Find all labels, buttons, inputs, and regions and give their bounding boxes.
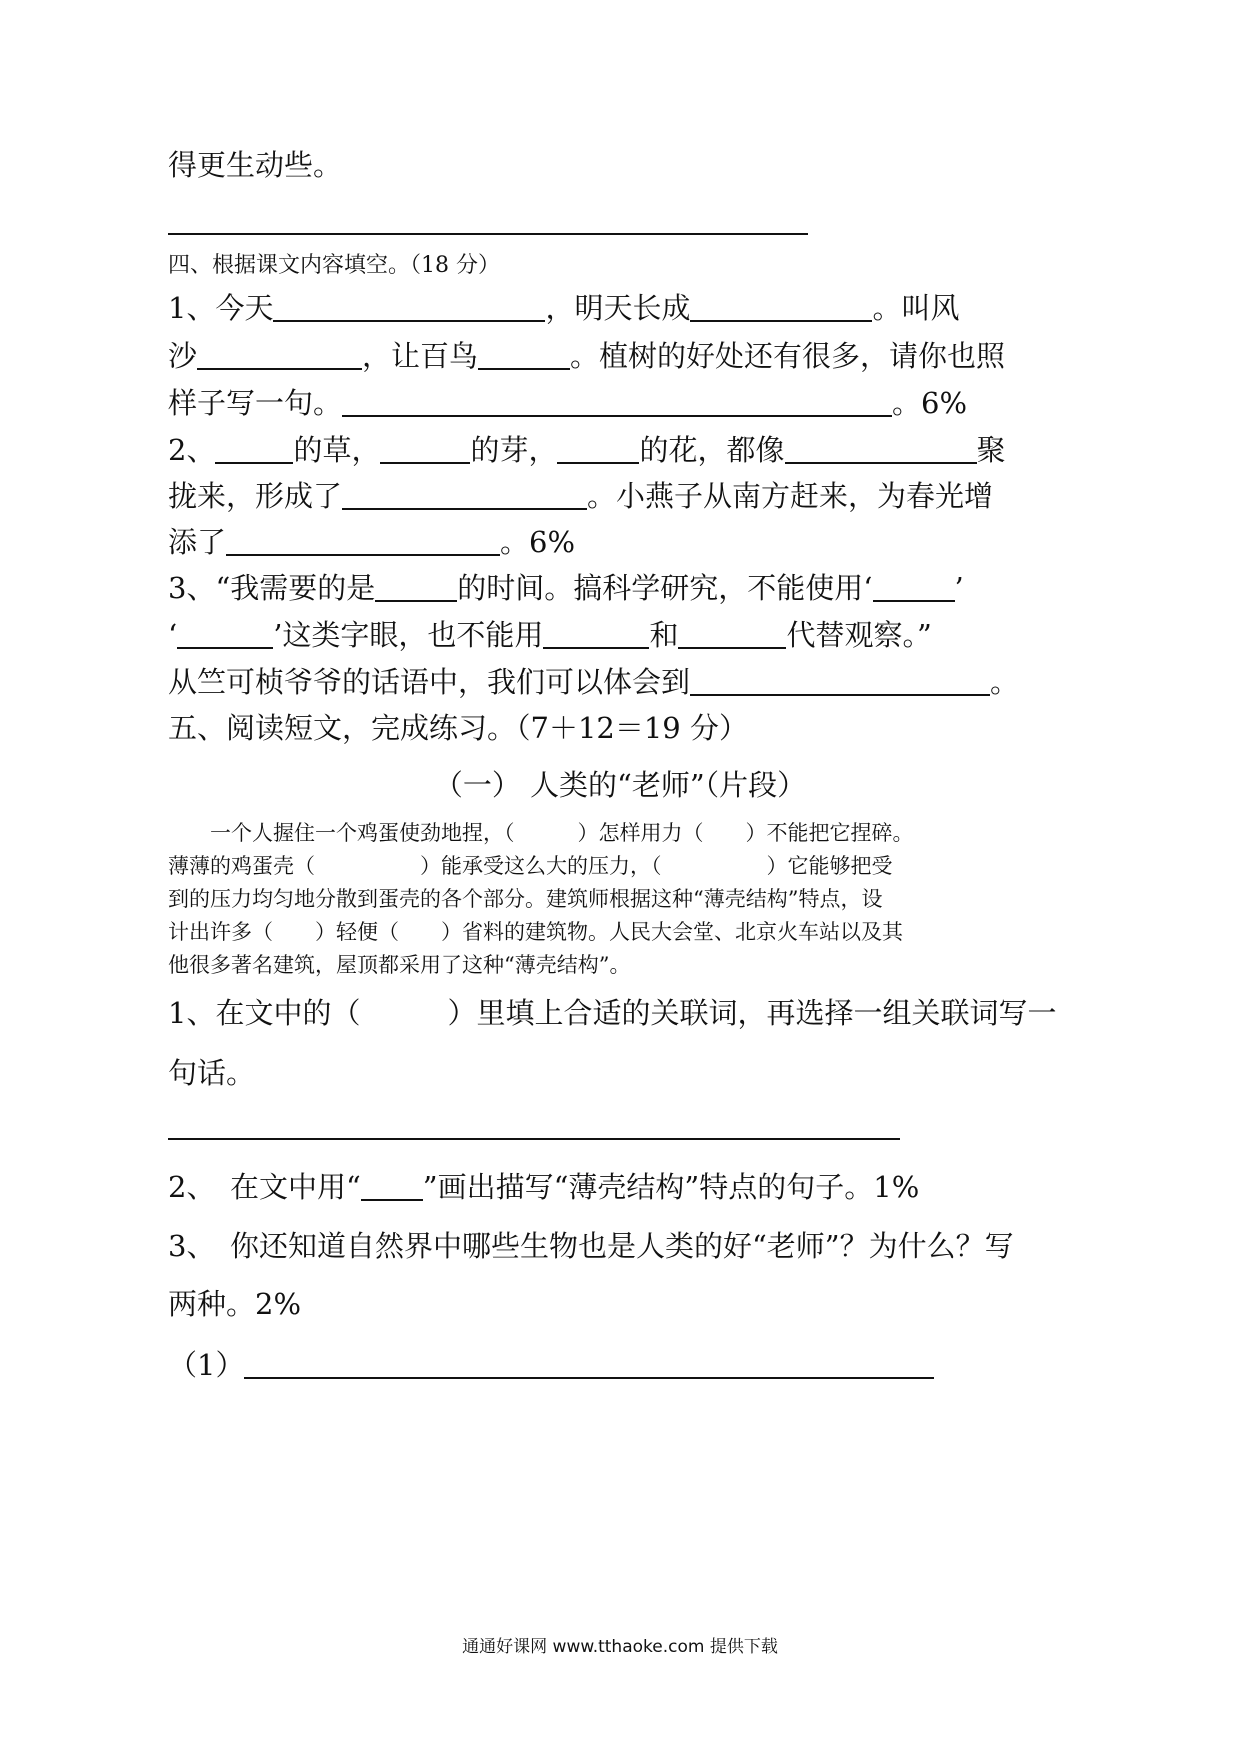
- blank[interactable]: [342, 480, 587, 510]
- exercise-2-text: ”画出描写“薄壳结构”特点的句子。1%: [422, 1170, 920, 1204]
- q1-text: 沙: [168, 339, 198, 373]
- blank[interactable]: [678, 619, 786, 649]
- blank[interactable]: [785, 434, 977, 464]
- q3-text: 和: [649, 618, 679, 652]
- q1-text: 。6%: [892, 386, 968, 420]
- q3-text: ’这类字眼，也不能用: [273, 618, 544, 652]
- blank[interactable]: [215, 434, 293, 464]
- q2-line-1: [168, 430, 1006, 470]
- blank[interactable]: [244, 1349, 934, 1379]
- blank[interactable]: [478, 340, 570, 370]
- q2-line-2: [168, 476, 993, 516]
- q3-text: 的时间。搞科学研究，不能使用‘: [457, 571, 873, 605]
- q3-text: 从竺可桢爷爷的话语中，我们可以体会到: [168, 665, 691, 699]
- q2-text: 添了: [168, 525, 227, 559]
- passage-line: 他很多著名建筑，屋顶都采用了这种“薄壳结构”。: [168, 953, 631, 977]
- q1-line-1: [168, 288, 959, 328]
- q1-text: 。植树的好处还有很多，请你也照: [570, 339, 1006, 373]
- q3-text: 代替观察。”: [786, 618, 932, 652]
- q2-text: 的草，: [293, 433, 381, 467]
- q1-line-3: [168, 383, 967, 423]
- q2-text: 的芽，: [470, 433, 558, 467]
- blank[interactable]: [361, 1171, 423, 1201]
- exercise-3-line-1: 3、 你还知道自然界中哪些生物也是人类的好“老师”？为什么？写: [168, 1229, 1014, 1263]
- q1-line-2: [168, 336, 1005, 376]
- q2-text: 的花，都像: [639, 433, 785, 467]
- blank[interactable]: [380, 434, 470, 464]
- exercise-2-text: 2、 在文中用“: [168, 1170, 361, 1204]
- blank[interactable]: [342, 387, 892, 417]
- passage-line: 薄薄的鸡蛋壳（ ）能承受这么大的压力，（ ）它能够把受: [168, 854, 893, 878]
- answer-number: （1）: [168, 1348, 245, 1382]
- q2-text: 。小燕子从南方赶来，为春光增: [587, 479, 994, 513]
- blank[interactable]: [690, 292, 872, 322]
- blank[interactable]: [543, 619, 649, 649]
- q2-text: 。6%: [500, 525, 576, 559]
- blank[interactable]: [273, 292, 545, 322]
- q3-text: ‘: [168, 618, 178, 652]
- q1-text: ，让百鸟: [362, 339, 479, 373]
- blank[interactable]: [226, 526, 500, 556]
- q1-text: 1、今天: [168, 291, 274, 325]
- q2-text: 拢来，形成了: [168, 479, 343, 513]
- blank[interactable]: [177, 619, 273, 649]
- q1-text: ，明天长成: [545, 291, 691, 325]
- passage-line: 计出许多（ ）轻便（ ）省料的建筑物。人民大会堂、北京火车站以及其: [168, 920, 903, 944]
- exercise-2: [168, 1167, 919, 1207]
- exercise-1-line-2: 句话。: [168, 1056, 256, 1090]
- blank[interactable]: [197, 340, 362, 370]
- passage-title: （一） 人类的“老师”（片段）: [433, 768, 807, 802]
- exercise-1-line-1: 1、在文中的（ ）里填上合适的关联词，再选择一组关联词写一: [168, 996, 1057, 1030]
- footer-credit: 通通好课网 www.tthaoke.com 提供下载: [462, 1637, 778, 1657]
- section-4-heading: 四、根据课文内容填空。（18 分）: [168, 253, 500, 278]
- q1-text: 。叫风: [872, 291, 960, 325]
- passage-line: 到的压力均匀地分散到蛋壳的各个部分。建筑师根据这种“薄壳结构”特点，设: [168, 887, 883, 911]
- q2-text: 2、: [168, 433, 216, 467]
- exercise-3-answer-1: [168, 1345, 934, 1385]
- q3-line-3: [168, 662, 1019, 702]
- q3-text: 。: [990, 665, 1020, 699]
- q1-text: 样子写一句。: [168, 386, 343, 420]
- answer-line[interactable]: [168, 1138, 900, 1140]
- q2-line-3: [168, 522, 575, 562]
- answer-line: [168, 233, 808, 235]
- exercise-3-line-2: 两种。2%: [168, 1287, 302, 1321]
- q3-line-1: [168, 568, 964, 608]
- q2-text: 聚: [976, 433, 1006, 467]
- top-tail-text: 得更生动些。: [168, 148, 343, 182]
- passage-line: 一个人握住一个鸡蛋使劲地捏，（ ）怎样用力（ ）不能把它捏碎。: [168, 821, 914, 845]
- blank[interactable]: [690, 666, 990, 696]
- q3-text: 3、“我需要的是: [168, 571, 376, 605]
- blank[interactable]: [557, 434, 639, 464]
- section-5-heading: 五、阅读短文，完成练习。（7＋12＝19 分）: [168, 711, 748, 745]
- q3-text: ’: [954, 571, 964, 605]
- blank[interactable]: [873, 572, 955, 602]
- q3-line-2: [168, 615, 932, 655]
- blank[interactable]: [375, 572, 457, 602]
